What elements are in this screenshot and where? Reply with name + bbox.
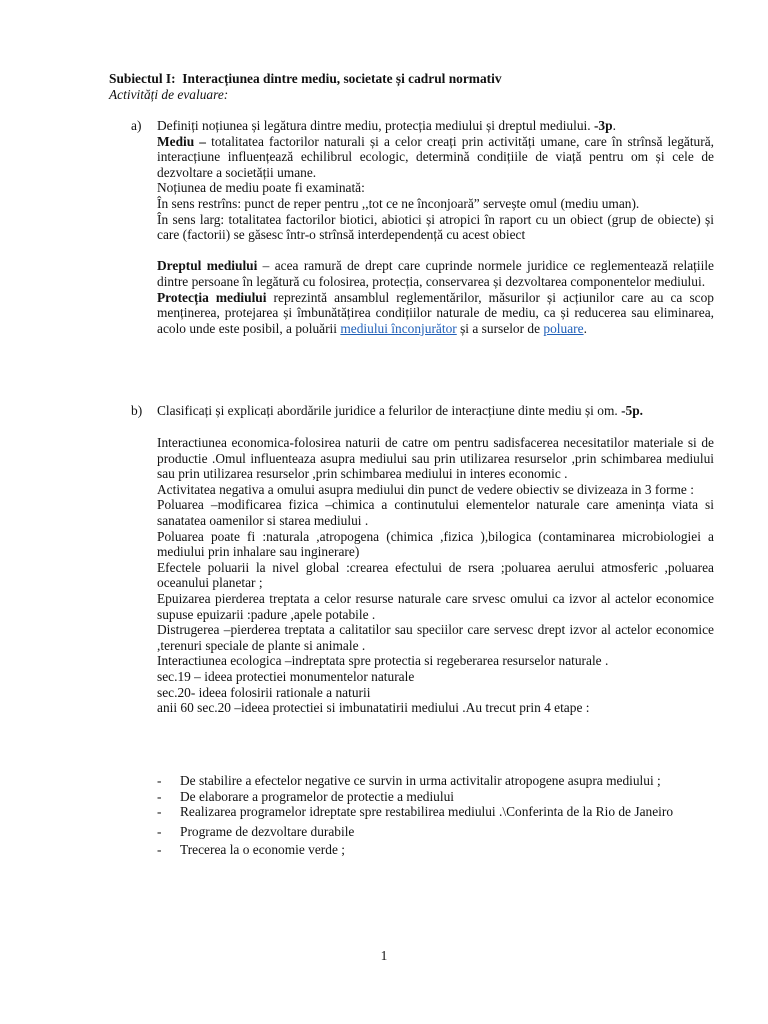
- protectia-term: Protecția mediului: [157, 289, 267, 305]
- question-b-prompt-text: Clasificați și explicați abordările juridice a felurilor de interacțiune dinte mediu și om.: [157, 403, 618, 418]
- drept-def: – acea ramură de drept care cuprinde normele juridice ce reglementează relațiile dintre persoane în legătură cu folosirea, protecția, conservarea și dezvoltarea componentelor mediului.: [157, 258, 714, 289]
- drept-definition: [157, 258, 714, 289]
- mediu-term: Mediu –: [157, 133, 207, 149]
- subject-topic: Interacțiunea dintre mediu, societate și cadrul normativ: [182, 71, 502, 86]
- question-b-prompt: [157, 403, 714, 419]
- list-item-text: Realizarea programelor idreptate spre restabilirea mediului .\Conferinta de la Rio de Janeiro: [180, 804, 674, 820]
- question-a-body: [157, 118, 714, 336]
- paragraph: Efectele poluarii la nivel global :crearea efectului de rsera ;poluarea aerului atmosferic ,poluarea oceanului planetar ;: [157, 559, 714, 591]
- paragraph: Poluarea –modificarea fizica –chimica a continutului elementelor naturale care amenința viata si sanatatea oamenilor si starea mediului .: [157, 497, 714, 528]
- list-marker: -: [157, 773, 162, 788]
- list-marker: -: [157, 804, 162, 820]
- paragraph: Interactiunea economica-folosirea naturii de catre om pentru sadisfacerea necesitatilor materiale si de productie .Omul influenteaza asupra mediului sau prin utilizarea resurselor ,prin schimbarea mediului sau prin utilizarea resurselor ,prin schimbarea mediului in interes economic .: [157, 435, 714, 482]
- protectia-definition: [157, 290, 714, 337]
- paragraph: Activitatea negativa a omului asupra mediului din punct de vedere obiectiv se divizeaza in 3 forme :: [157, 481, 694, 497]
- list-item-text: De elaborare a programelor de protectie a mediului: [180, 788, 455, 804]
- stages-list: [157, 773, 714, 858]
- paragraph: Epuizarea pierderea treptata a celor resurse naturale care srvesc omului ca izvor al actelor economice supuse epuizarii :padure ,apele potabile .: [157, 590, 714, 622]
- list-item-text: Trecerea la o economie verde ;: [180, 842, 345, 858]
- question-a-label: a): [131, 118, 142, 133]
- list-item: [157, 824, 714, 840]
- exam-intro: Noțiunea de mediu poate fi examinată:: [157, 180, 365, 196]
- list-item-text: Programe de dezvoltare durabile: [180, 823, 355, 839]
- link-mediului-inconjurator[interactable]: mediului înconjurător: [340, 320, 457, 336]
- question-b-label: b): [131, 403, 143, 418]
- paragraph: Poluarea poate fi :naturala ,atropogena (chimica ,fizica ),bilogica (contaminarea microbiologiei a mediului prin inhalare sau inginerare): [157, 528, 714, 560]
- question-a-period: .: [612, 118, 616, 133]
- list-item: [157, 804, 714, 820]
- paragraph: sec.20- ideea folosirii rationale a naturii: [157, 684, 371, 700]
- paragraph: Distrugerea –pierderea treptata a calitatilor sau speciilor care servesc drept izvor al actelor economice ,terenuri speciale de plante si animale .: [157, 622, 714, 653]
- paragraph: sec.19 – ideea protectiei monumentelor naturale: [157, 668, 415, 684]
- sens-restrans: În sens restrîns: punct de reper pentru ,,tot ce ne înconjoară” servește omul (mediu uman).: [157, 195, 640, 211]
- subject-label: Subiectul I:: [109, 71, 176, 86]
- evaluation-subtitle: Activități de evaluare:: [109, 86, 229, 102]
- protectia-mid: și a surselor de: [456, 320, 544, 336]
- list-marker: -: [157, 823, 162, 839]
- list-item: [157, 842, 714, 858]
- blank-line: [157, 243, 714, 259]
- question-a-prompt-text: Definiți noțiunea și legătura dintre mediu, protecția mediului și dreptul mediului.: [157, 118, 591, 133]
- question-b-body: [157, 435, 714, 716]
- drept-term: Dreptul mediului: [157, 258, 258, 274]
- list-item-text: De stabilire a efectelor negative ce survin in urma activitalir atropogene asupra mediului ;: [180, 773, 661, 788]
- question-b-points: -5p.: [621, 403, 644, 418]
- paragraph: anii 60 sec.20 –ideea protectiei si imbunatatirii mediului .Au trecut prin 4 etape :: [157, 700, 590, 716]
- mediu-definition: [157, 134, 714, 181]
- sens-larg: În sens larg: totalitatea factorilor biotici, abiotici și atropici în raport cu un obiect (grup de obiecte) și care (factorii) se găsesc într-o strînsă interdependență cu acest obiect: [157, 211, 714, 243]
- link-poluare[interactable]: poluare: [543, 320, 584, 336]
- protectia-def: reprezintă ansamblul reglementărilor, măsurilor și acțiunilor care au ca scop menținerea, protejarea și îmbunătățirea condițiilor naturale de mediu, ca și reducerea sau eliminarea, acolo unde este posibil, a poluării: [157, 289, 714, 336]
- list-item: [157, 789, 714, 805]
- question-a-points: -3p: [593, 118, 613, 133]
- question-a-prompt: [157, 118, 714, 134]
- protectia-end: .: [583, 320, 587, 336]
- list-item: [157, 773, 714, 789]
- paragraph: Interactiunea ecologica –indreptata spre protectia si regeberarea resurselor naturale .: [157, 653, 609, 669]
- mediu-def: totalitatea factorilor naturali și a celor creați prin activități umane, care în strînsă legătură, interacțiune influențează echilibrul ecologic, determină condițiile de viață pentru om și cele de dezvoltare a societății umane.: [157, 133, 714, 180]
- subject-title: [109, 71, 729, 87]
- page-number: 1: [380, 948, 388, 963]
- list-marker: -: [157, 788, 162, 804]
- list-marker: -: [157, 842, 162, 858]
- document-heading: [109, 71, 729, 102]
